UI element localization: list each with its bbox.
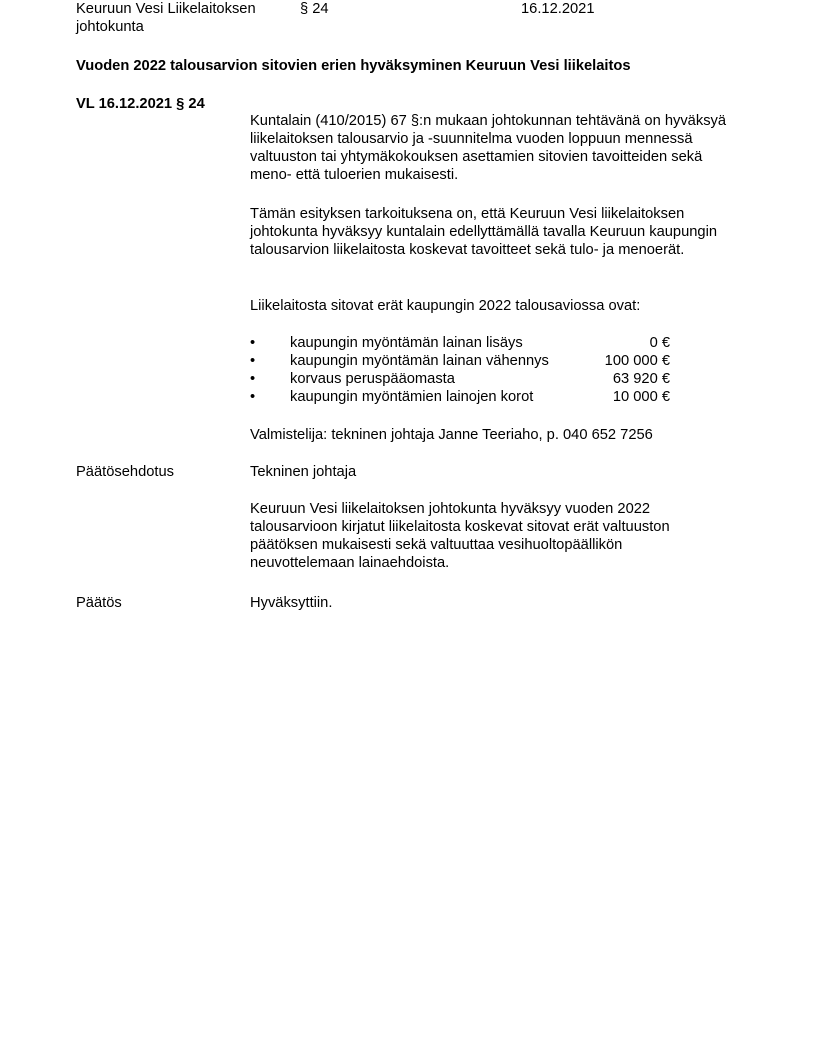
- decision-label: Päätös: [76, 595, 122, 611]
- paragraph-legal-basis: Kuntalain (410/2015) 67 §:n mukaan johtokunnan tehtävänä on hyväksyä liikelaitoksen talousarvio ja -suunnitelma vuoden loppuun mennessä valtuuston tai yhtymäkokouksen asettamien sitovien tavoitteiden sekä meno- että tuloerien mukaisesti.: [250, 113, 727, 183]
- item-amount: 10 000 €: [612, 389, 670, 405]
- item-amount: 0 €: [649, 335, 670, 351]
- proposal-label: Päätösehdotus: [76, 464, 174, 480]
- list-item: [250, 388, 670, 406]
- bullet: •: [250, 353, 256, 369]
- paragraph-purpose: Tämän esityksen tarkoituksena on, että Keuruun Vesi liikelaitoksen johtokunta hyväksyy kuntalain edellyttämällä tavalla Keuruun kaupungin talousarvion liikelaitosta koskevat tavoitteet sekä tulo- ja menoerät.: [250, 206, 718, 258]
- item-amount: 63 920 €: [612, 371, 670, 387]
- header-section: § 24: [300, 1, 329, 17]
- preparer-line: Valmistelija: tekninen johtaja Janne Teeriaho, p. 040 652 7256: [250, 427, 653, 443]
- item-label: kaupungin myöntämän lainan lisäys: [290, 335, 523, 351]
- item-label: kaupungin myöntämien lainojen korot: [290, 389, 534, 405]
- document-title: Vuoden 2022 talousarvion sitovien erien hyväksyminen Keuruun Vesi liikelaitos: [76, 58, 631, 74]
- list-item: [250, 352, 670, 370]
- decision-text: Hyväksyttiin.: [250, 595, 333, 611]
- proposal-author: Tekninen johtaja: [250, 464, 357, 480]
- list-item: [250, 370, 670, 388]
- bullet: •: [250, 389, 256, 405]
- item-label: korvaus peruspääomasta: [290, 371, 455, 387]
- proposal-text: Keuruun Vesi liikelaitoksen johtokunta hyväksyy vuoden 2022 talousarvioon kirjatut liikelaitosta koskevat sitovat erät valtuuston päätöksen mukaisesti sekä valtuuttaa vesihuoltopäällikön neuvottelemaan lainaehdoista.: [250, 501, 670, 571]
- header-date: 16.12.2021: [521, 1, 595, 17]
- paragraph-items-intro: Liikelaitosta sitovat erät kaupungin 2022 talousaviossa ovat:: [250, 298, 641, 314]
- bullet: •: [250, 335, 256, 351]
- bullet: •: [250, 371, 256, 387]
- meeting-reference: VL 16.12.2021 § 24: [76, 96, 205, 112]
- item-label: kaupungin myöntämän lainan vähennys: [290, 353, 549, 369]
- item-amount: 100 000 €: [604, 353, 670, 369]
- list-item: [250, 334, 670, 352]
- header-organization: Keuruun Vesi Liikelaitoksen johtokunta: [76, 1, 256, 35]
